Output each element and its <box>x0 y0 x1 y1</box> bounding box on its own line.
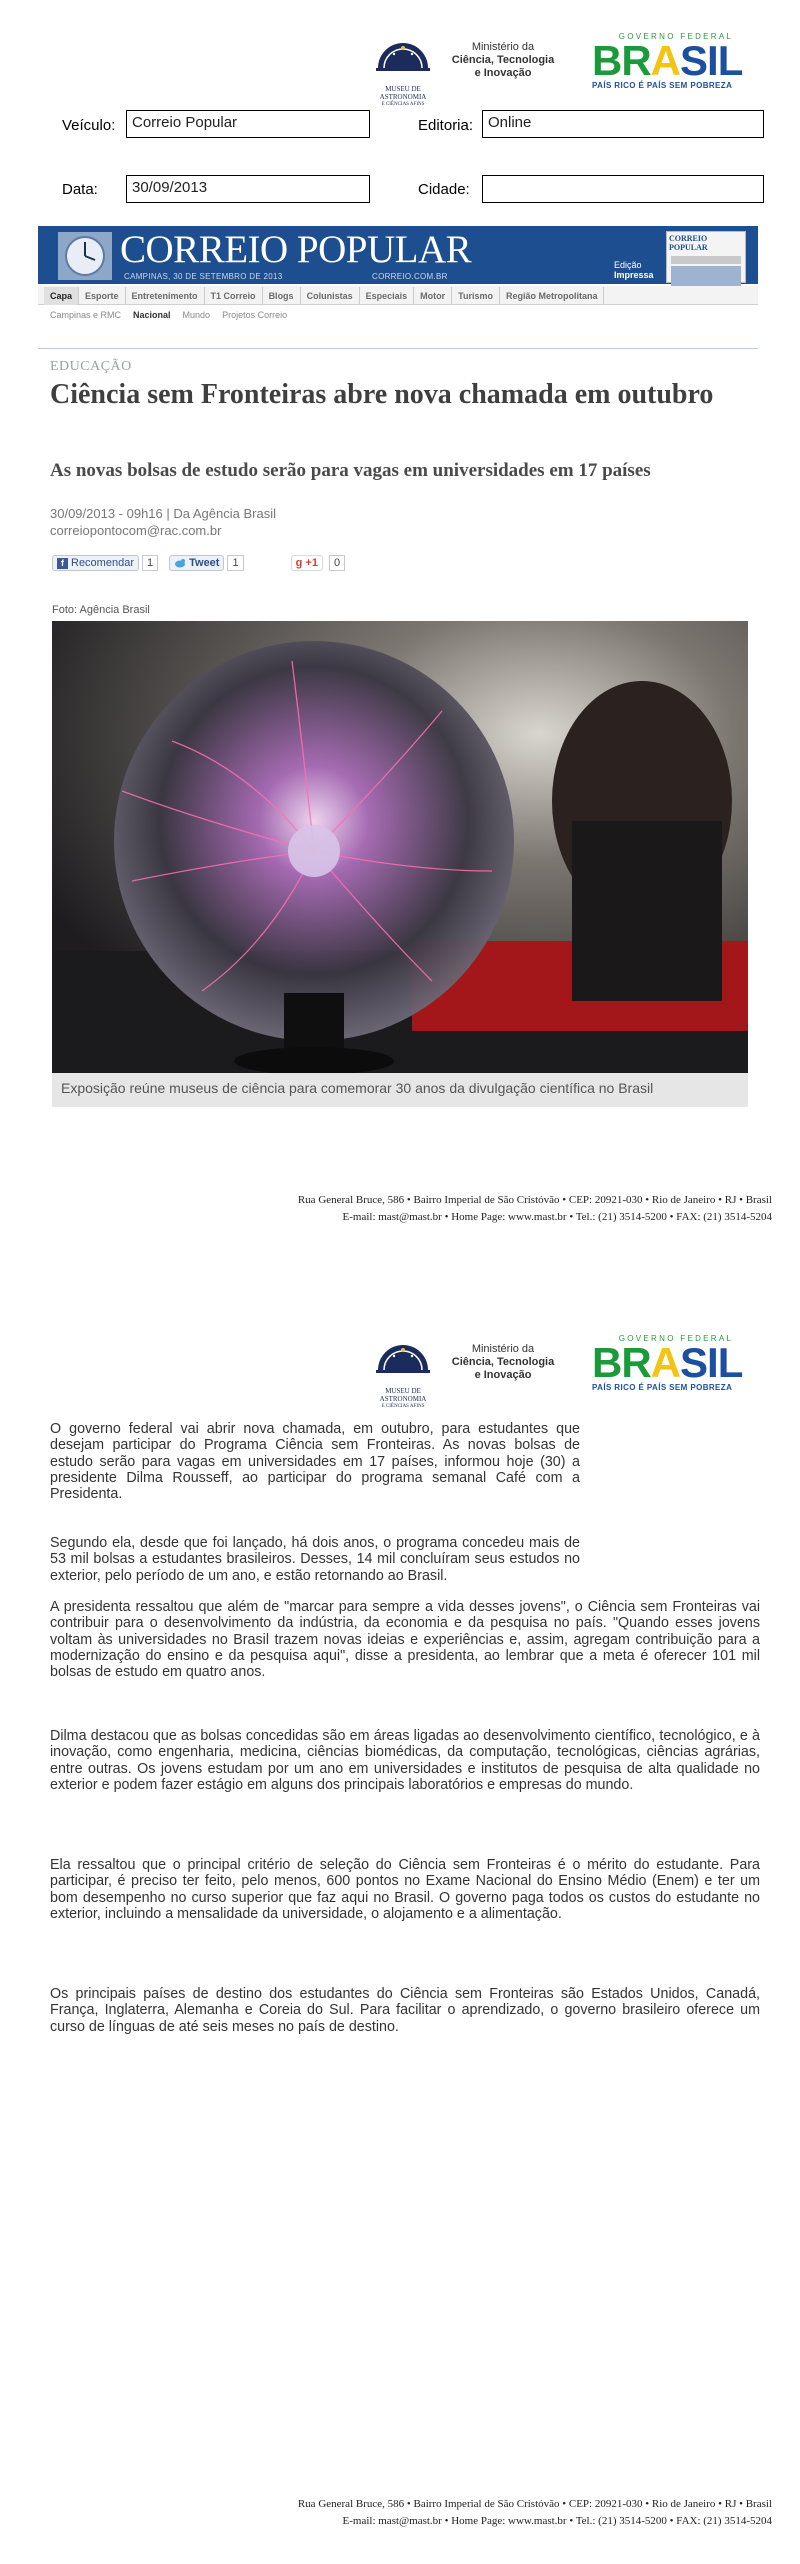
share-bar <box>52 555 345 571</box>
brasil-gov-logo-page2 <box>592 1334 762 1392</box>
tweet-label: Tweet <box>189 557 220 569</box>
brasil-wordmark <box>592 37 762 84</box>
mast-name-line3: E CIÊNCIAS AFINS <box>381 1404 425 1409</box>
newspaper-site: CORREIO.COM.BR <box>372 272 448 281</box>
mast-name-line2: ASTRONOMIA <box>379 93 427 101</box>
print-edition-thumbnail[interactable] <box>666 231 746 283</box>
main-nav <box>38 286 758 305</box>
footer-contact: E-mail: mast@mast.br • Home Page: www.mast.br • Tel.: (21) 3514-5200 • FAX: (21) 3514-5204 <box>342 1211 772 1223</box>
article-subhead: As novas bolsas de estudo serão para vagas em universidades em 17 países <box>50 460 651 481</box>
ministry-line1: Ministério da <box>471 41 535 53</box>
sub-nav <box>38 305 758 321</box>
ministry-line3: e Inovação <box>474 67 532 79</box>
article-paragraph-5: Ela ressaltou que o principal critério de seleção do Ciência sem Fronteiras é o mérito do estudante. Para participar, é preciso ter feito, pelo menos, 600 pontos no Exame Nacional do Ensino Médio (Enem) e ter um bom desempenho no curso superior que faz aqui no Brasil. O governo paga todos os custos do estudante no exterior, incluindo a mensalidade da universidade, o alojamento e a alimentação. <box>50 1857 760 1922</box>
photo-credit: Foto: Agência Brasil <box>52 604 150 616</box>
footer-address: Rua General Bruce, 586 • Bairro Imperial de São Cristóvão • CEP: 20921-030 • Rio de Janeiro • RJ • Brasil <box>297 2498 772 2510</box>
nav-motor[interactable]: Motor <box>414 287 452 305</box>
veiculo-field[interactable]: Correio Popular <box>126 110 370 138</box>
article-paragraph-6: Os principais países de destino dos estudantes do Ciência sem Fronteiras são Estados Unidos, Canadá, França, Inglaterra, Alemanha e Coreia do Sul. Para facilitar o aprendizado, o governo brasileiro oferece um curso de línguas de até seis meses no país de destino. <box>50 1986 760 2035</box>
article-email[interactable]: correiopontocom@rac.com.br <box>50 523 222 538</box>
ministry-line3: e Inovação <box>474 1369 532 1381</box>
mast-name-line1: MUSEU DE <box>385 1387 421 1395</box>
footer-contact: E-mail: mast@mast.br • Home Page: www.mast.br • Tel.: (21) 3514-5200 • FAX: (21) 3514-5204 <box>342 2515 772 2527</box>
nav-esporte[interactable]: Esporte <box>79 287 126 305</box>
twitter-bird-icon <box>174 558 186 568</box>
google-plus-icon: g <box>295 557 303 569</box>
brasil-wordmark <box>592 1339 762 1386</box>
mast-name-line1: MUSEU DE <box>385 85 421 93</box>
gplus-count: 0 <box>329 555 345 571</box>
mast-logo <box>372 24 434 109</box>
article-headline: Ciência sem Fronteiras abre nova chamada em outubro <box>50 379 714 410</box>
article-photo[interactable] <box>52 621 748 1073</box>
divider <box>38 348 758 349</box>
edition-line1: Edição <box>614 260 642 270</box>
subnav-projetos[interactable]: Projetos Correio <box>222 310 288 320</box>
brasil-letters-3: SIL <box>680 37 743 84</box>
newspaper-title[interactable]: CORREIO POPULAR <box>120 228 472 271</box>
recommend-count: 1 <box>142 555 158 571</box>
brasil-letters-2: A <box>650 37 681 84</box>
ministry-label <box>448 41 558 80</box>
brasil-letters-1: BR <box>592 1339 651 1386</box>
cidade-field[interactable] <box>482 175 764 203</box>
page2-footer <box>50 2496 772 2530</box>
nav-entretenimento[interactable]: Entretenimento <box>126 287 205 305</box>
paragraph-2-lines: Segundo ela, desde que foi lançado, há dois anos, o programa concedeu mais de 53 mil bolsas a estudantes brasileiros. Desses, 14 mil concluíram seus estudos no exterior, pelo período de um ano, e estão retornando ao Brasil. <box>50 1535 580 1584</box>
nav-t1-correio[interactable]: T1 Correio <box>205 287 263 305</box>
gov-label: GOVERNO FEDERAL <box>618 32 734 41</box>
nav-turismo[interactable]: Turismo <box>452 287 500 305</box>
veiculo-label: Veículo: <box>62 117 116 134</box>
nav-blogs[interactable]: Blogs <box>263 287 301 305</box>
newspaper-dateline: CAMPINAS, 30 DE SETEMBRO DE 2013 <box>124 272 283 281</box>
plasma-ball-photo <box>52 621 748 1073</box>
editoria-field[interactable]: Online <box>482 110 764 138</box>
photo-caption: Exposição reúne museus de ciência para comemorar 30 anos da divulgação científica no Brasil <box>52 1073 748 1107</box>
data-field[interactable]: 30/09/2013 <box>126 175 370 203</box>
newspaper-banner <box>38 226 758 284</box>
brasil-letters-1: BR <box>592 37 651 84</box>
tweet-count: 1 <box>227 555 243 571</box>
footer-address: Rua General Bruce, 586 • Bairro Imperial de São Cristóvão • CEP: 20921-030 • Rio de Janeiro • RJ • Brasil <box>297 1194 772 1206</box>
subnav-campinas[interactable]: Campinas e RMC <box>50 310 122 320</box>
nav-especiais[interactable]: Especiais <box>360 287 415 305</box>
ministry-line2: Ciência, Tecnologia <box>451 54 555 66</box>
gov-label: GOVERNO FEDERAL <box>618 1334 734 1343</box>
clock-icon <box>58 232 112 280</box>
editoria-label: Editoria: <box>418 117 474 134</box>
article-paragraph-4: Dilma destacou que as bolsas concedidas são em áreas ligadas ao desenvolvimento científico, tecnológico, e à inovação, como engenharia, medicina, ciências biomédicas, da computação, tecnológicas, ciências agrárias, entre outras. Os jovens estudam por um ano em universidades e institutos de pesquisa de alta qualidade no exterior e podem fazer estágio em alguns dos principais laboratórios e empresas do mundo. <box>50 1728 760 1793</box>
facebook-icon: f <box>57 558 68 569</box>
ministry-line2: Ciência, Tecnologia <box>451 1356 555 1368</box>
observatory-dome-icon <box>372 24 434 80</box>
facebook-recommend-button[interactable] <box>52 555 139 571</box>
cidade-label: Cidade: <box>418 181 470 198</box>
gov-slogan: PAÍS RICO É PAÍS SEM POBREZA <box>592 81 733 90</box>
brasil-letters-2: A <box>650 1339 681 1386</box>
observatory-dome-icon <box>372 1326 434 1382</box>
article-paragraph-3: A presidenta ressaltou que além de "marcar para sempre a vida desses jovens", o Ciência sem Fronteiras vai contribuir para o desenvolvimento da indústria, da economia e da pesquisa no país. "Quando esses jovens voltam às universidades no Brasil trazem novas ideias e experiências e, assim, agregam contribuição para a modernização do ensino e da pesquisa aqui", disse a presidenta, ao lembrar que a meta é oferecer 101 mil bolsas de estudo em quatro anos. <box>50 1599 760 1681</box>
brasil-gov-logo <box>592 32 762 90</box>
article-paragraph-1: O governo federal vai abrir nova chamada, em outubro, para estudantes que desejam participar do Programa Ciência sem Fronteiras. As novas bolsas de estudo serão para vagas em universidades em 17 países, informou hoje (30) a presidente Dilma Rousseff, ao participar do programa semanal Café com a Presidenta. <box>50 1421 580 1503</box>
recommend-label: Recomendar <box>71 557 134 569</box>
subnav-nacional[interactable]: Nacional <box>133 310 171 320</box>
edition-line2: Impressa <box>614 270 654 280</box>
data-label: Data: <box>62 181 98 198</box>
page1-footer <box>50 1192 772 1226</box>
gplus-label: +1 <box>305 557 318 569</box>
ministry-line1: Ministério da <box>471 1343 535 1355</box>
nav-colunistas[interactable]: Colunistas <box>301 287 360 305</box>
edicao-impressa-label[interactable] <box>614 260 654 280</box>
mast-logo-page2 <box>372 1326 434 1411</box>
ministry-label-page2 <box>448 1343 558 1382</box>
subnav-mundo[interactable]: Mundo <box>182 310 211 320</box>
mast-name-line2: ASTRONOMIA <box>379 1395 427 1403</box>
google-plus-button[interactable] <box>291 555 323 571</box>
thumbnail-title: CORREIO POPULAR <box>669 234 708 252</box>
nav-regiao-metropolitana[interactable]: Região Metropolitana <box>500 287 605 305</box>
nav-capa[interactable]: Capa <box>44 287 79 305</box>
brasil-letters-3: SIL <box>680 1339 743 1386</box>
article-byline: 30/09/2013 - 09h16 | Da Agência Brasil <box>50 506 276 521</box>
article-paragraph-2 <box>50 1535 770 1584</box>
tweet-button[interactable] <box>169 555 224 571</box>
section-label[interactable]: EDUCAÇÃO <box>50 359 132 374</box>
mast-name-line3: E CIÊNCIAS AFINS <box>381 102 425 107</box>
gov-slogan: PAÍS RICO É PAÍS SEM POBREZA <box>592 1383 733 1392</box>
